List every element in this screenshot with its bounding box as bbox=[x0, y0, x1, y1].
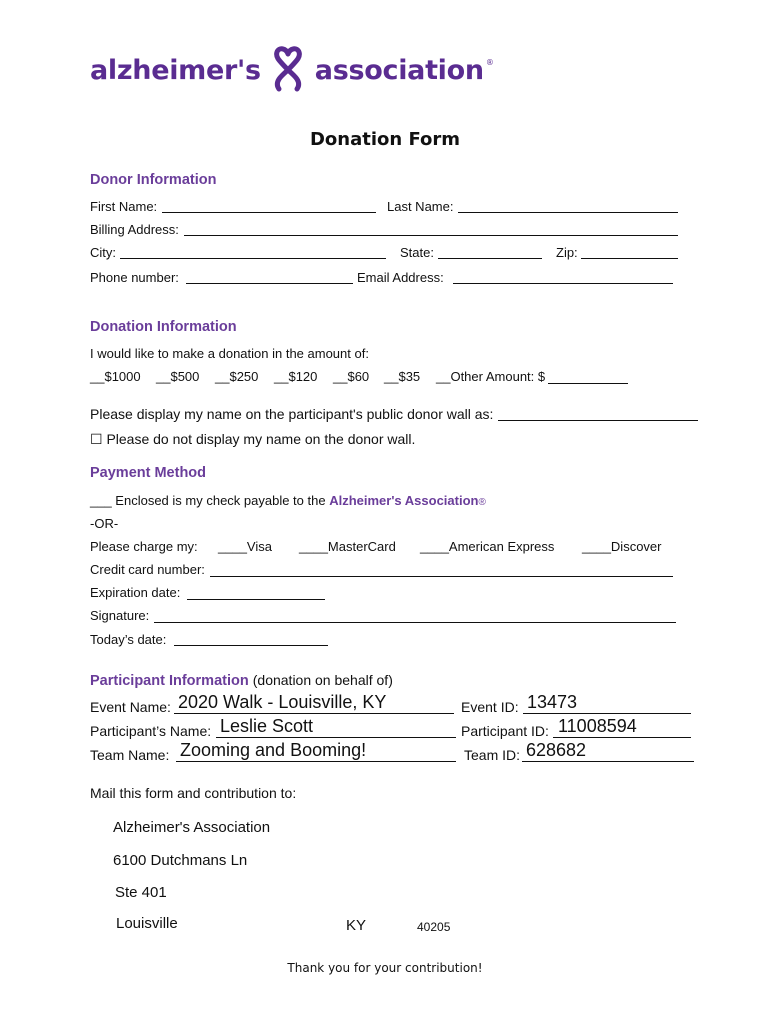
mail-city: Louisville bbox=[116, 915, 178, 932]
phone-label: Phone number: bbox=[90, 270, 179, 285]
today-date-label: Today’s date: bbox=[90, 632, 167, 647]
logo-text-left: alzheimer's bbox=[90, 54, 261, 86]
mail-state: KY bbox=[346, 917, 367, 934]
participant-id-label: Participant ID: bbox=[461, 723, 549, 739]
mail-intro: Mail this form and contribution to: bbox=[90, 785, 297, 801]
today-date-field[interactable] bbox=[174, 645, 328, 646]
team-name-field[interactable] bbox=[176, 761, 456, 762]
participant-id-field[interactable] bbox=[553, 737, 691, 738]
card-option-visa[interactable]: ____Visa bbox=[218, 539, 272, 554]
purple-ribbon-brain-icon bbox=[271, 46, 305, 94]
city-field[interactable] bbox=[120, 258, 386, 259]
amount-option-60[interactable]: __$60 bbox=[333, 369, 370, 384]
zip-field[interactable] bbox=[581, 258, 678, 259]
zip-label: Zip: bbox=[556, 245, 578, 260]
mail-street: 6100 Dutchmans Ln bbox=[113, 852, 248, 869]
team-id-label: Team ID: bbox=[464, 747, 521, 763]
no-donor-wall-checkbox[interactable]: ☐ Please do not display my name on the donor wall. bbox=[90, 431, 416, 447]
donor-info-heading: Donor Information bbox=[90, 172, 217, 188]
amount-option-35[interactable]: __$35 bbox=[384, 369, 421, 384]
participant-info-heading bbox=[90, 672, 393, 689]
last-name-field[interactable] bbox=[458, 212, 678, 213]
participant-heading-note: (donation on behalf of) bbox=[252, 672, 393, 688]
card-option-amex[interactable]: ____American Express bbox=[420, 539, 555, 554]
participant-heading-text: Participant Information bbox=[90, 673, 249, 689]
participant-name-label: Participant’s Name: bbox=[90, 723, 212, 739]
cc-number-field[interactable] bbox=[210, 576, 673, 577]
check-registered-mark: ® bbox=[478, 497, 486, 508]
participant-name-field[interactable] bbox=[216, 737, 456, 738]
thank-you-note: Thank you for your contribution! bbox=[287, 961, 483, 975]
email-field[interactable] bbox=[453, 283, 673, 284]
event-name-value: 2020 Walk - Louisville, KY bbox=[178, 692, 387, 712]
payment-method-heading: Payment Method bbox=[90, 465, 207, 481]
event-id-value: 13473 bbox=[527, 692, 578, 712]
mail-suite: Ste 401 bbox=[115, 884, 167, 901]
first-name-field[interactable] bbox=[162, 212, 376, 213]
other-amount-field[interactable] bbox=[548, 383, 628, 384]
donor-wall-label: Please display my name on the participant's public donor wall as: bbox=[90, 406, 494, 422]
event-name-label: Event Name: bbox=[90, 699, 171, 715]
participant-name-value: Leslie Scott bbox=[220, 716, 314, 736]
phone-field[interactable] bbox=[186, 283, 353, 284]
or-separator: -OR- bbox=[90, 516, 119, 531]
amount-option-1000[interactable]: __$1000 bbox=[90, 369, 141, 384]
last-name-label: Last Name: bbox=[387, 199, 454, 214]
donation-info-heading: Donation Information bbox=[90, 319, 237, 335]
logo-registered-mark: ® bbox=[485, 58, 494, 67]
expiration-label: Expiration date: bbox=[90, 585, 181, 600]
amount-option-250[interactable]: __$250 bbox=[215, 369, 259, 384]
event-id-label: Event ID: bbox=[461, 699, 519, 715]
amount-option-other: __Other Amount: $ bbox=[436, 369, 546, 384]
charge-label: Please charge my: bbox=[90, 539, 198, 554]
logo-text-right: association bbox=[314, 54, 484, 86]
donor-wall-name-field[interactable] bbox=[498, 420, 698, 421]
team-name-value: Zooming and Booming! bbox=[180, 740, 367, 760]
participant-id-value: 11008594 bbox=[558, 716, 637, 736]
check-text: ___ Enclosed is my check payable to the bbox=[90, 493, 330, 508]
city-label: City: bbox=[90, 245, 116, 260]
signature-field[interactable] bbox=[154, 622, 676, 623]
check-org: Alzheimer's Association bbox=[329, 493, 479, 508]
billing-address-label: Billing Address: bbox=[90, 222, 179, 237]
team-id-field[interactable] bbox=[522, 761, 694, 762]
event-id-field[interactable] bbox=[523, 713, 691, 714]
team-name-label: Team Name: bbox=[90, 747, 170, 763]
state-label: State: bbox=[400, 245, 434, 260]
mail-org: Alzheimer's Association bbox=[113, 819, 271, 836]
amount-option-500[interactable]: __$500 bbox=[156, 369, 200, 384]
first-name-label: First Name: bbox=[90, 199, 158, 214]
cc-number-label: Credit card number: bbox=[90, 562, 205, 577]
expiration-field[interactable] bbox=[187, 599, 325, 600]
event-name-field[interactable] bbox=[174, 713, 454, 714]
signature-label: Signature: bbox=[90, 608, 150, 623]
billing-address-field[interactable] bbox=[184, 235, 678, 236]
amount-option-120[interactable]: __$120 bbox=[274, 369, 318, 384]
team-id-value: 628682 bbox=[526, 740, 587, 760]
card-option-discover[interactable]: ____Discover bbox=[582, 539, 662, 554]
alzheimers-association-logo bbox=[90, 44, 494, 96]
email-label: Email Address: bbox=[357, 270, 444, 285]
donation-intro: I would like to make a donation in the amount of: bbox=[90, 346, 369, 361]
card-option-mastercard[interactable]: ____MasterCard bbox=[299, 539, 396, 554]
state-field[interactable] bbox=[438, 258, 542, 259]
mail-zip: 40205 bbox=[417, 920, 451, 934]
check-option[interactable] bbox=[90, 493, 486, 508]
page-title: Donation Form bbox=[309, 129, 461, 150]
